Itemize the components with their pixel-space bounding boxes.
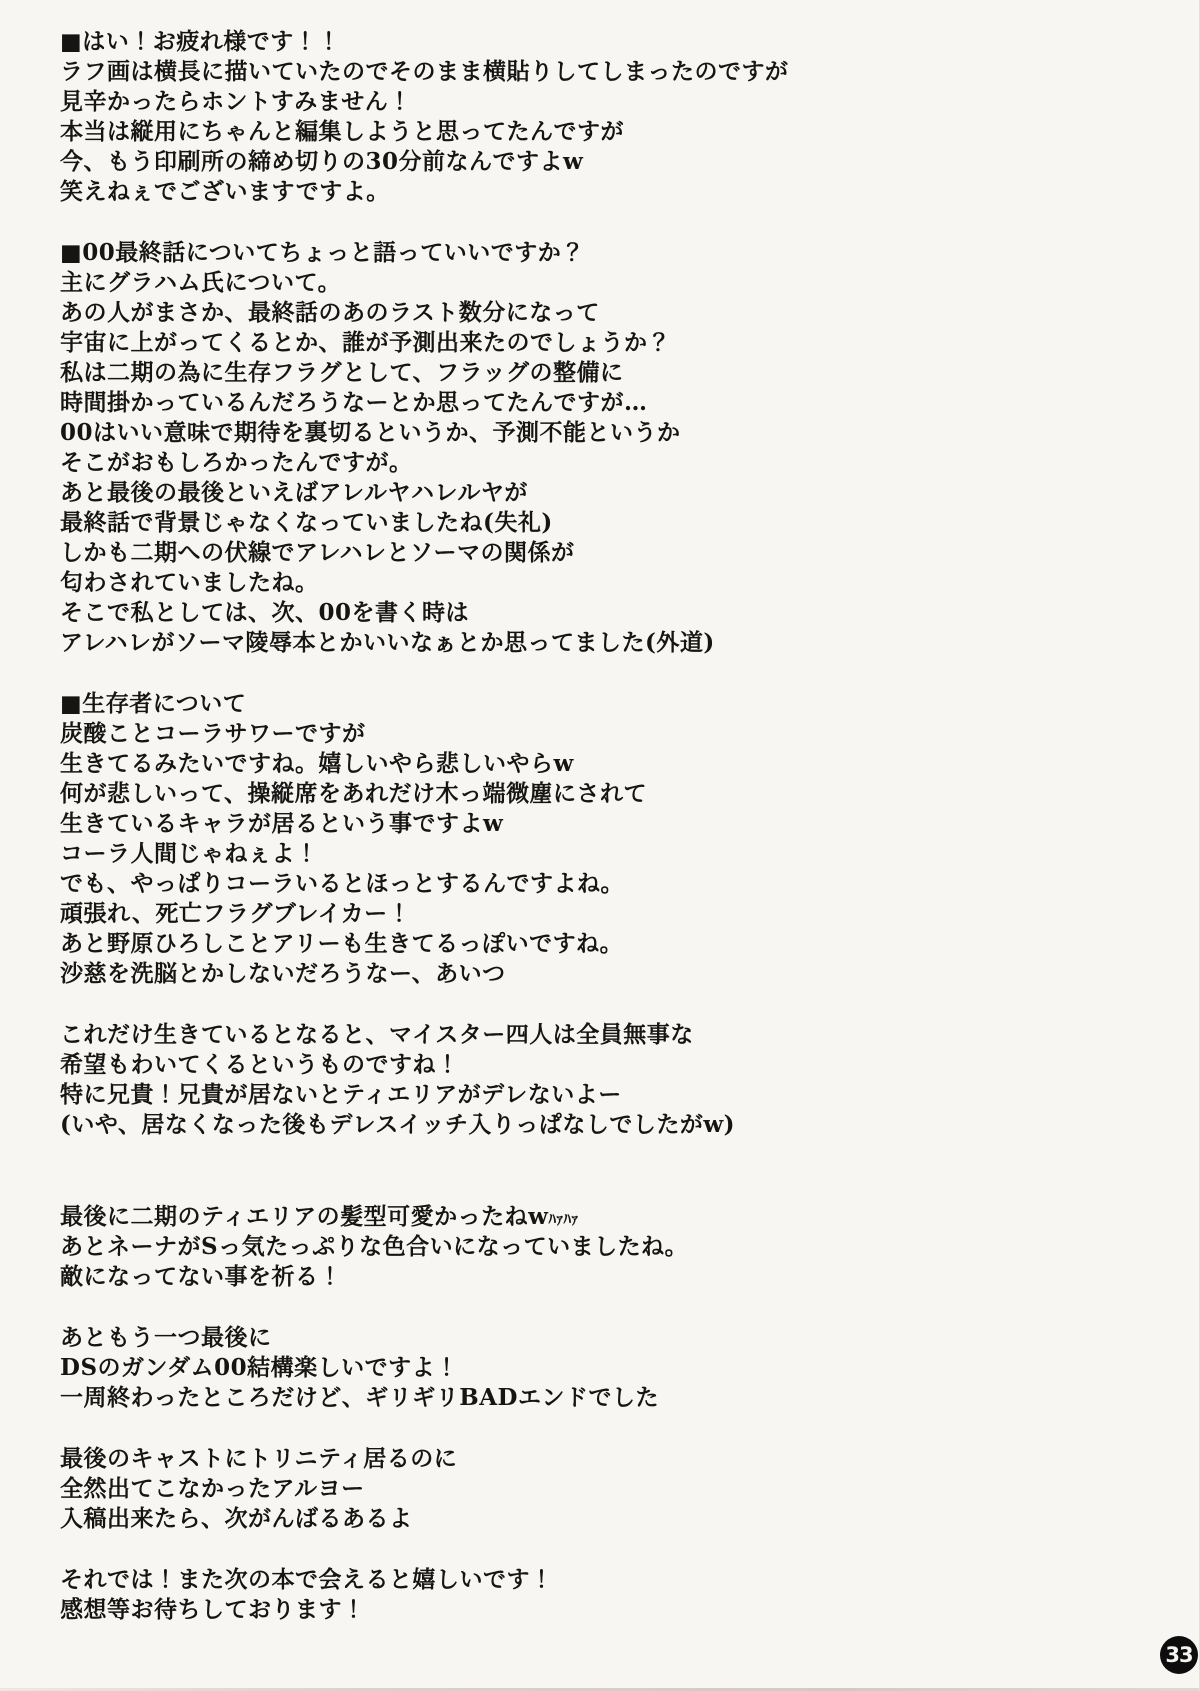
text-line: 感想等お待ちしております！ <box>60 1596 366 1623</box>
text-line: 笑えねぇでございますですよ。 <box>60 178 390 205</box>
text-line: アレハレがソーマ陵辱本とかいいなぁとか思ってました(外道) <box>60 629 715 656</box>
text-line: 沙慈を洗脳とかしないだろうなー、あいつ <box>60 960 506 987</box>
trinity-block <box>60 1444 1179 1534</box>
text-line: 炭酸ことコーラサワーですが <box>60 720 366 747</box>
page-number: 33 <box>1165 1643 1193 1667</box>
text-line: これだけ生きているとなると、マイスター四人は全員無事な <box>60 1021 694 1048</box>
text-line: 一周終わったところだけど、ギリギリBADエンドでした <box>60 1384 660 1411</box>
text-line: 見辛かったらホントすみません！ <box>60 88 412 115</box>
greeting-block <box>60 27 1179 207</box>
closing-block <box>60 1565 1179 1625</box>
small-text: ﾊｧﾊｧ <box>548 1210 579 1228</box>
text-line: そこで私としては、次、00を書く時は <box>60 599 470 626</box>
text-line: 本当は縦用にちゃんと編集しようと思ってたんですが <box>60 118 624 145</box>
text-line: コーラ人間じゃねぇよ！ <box>60 840 319 867</box>
text-line: でも、やっぱりコーラいるとほっとするんですよね。 <box>60 870 624 897</box>
line-text: 最後に二期のティエリアの髪型可愛かったねw <box>60 1203 549 1230</box>
text-line: 最後のキャストにトリニティ居るのに <box>60 1445 458 1472</box>
finale-thoughts-block <box>60 238 1179 658</box>
text-line: 私は二期の為に生存フラグとして、フラッグの整備に <box>60 359 624 386</box>
page-number-badge <box>1160 1636 1198 1674</box>
text-line: 生きているキャラが居るという事ですよw <box>60 810 504 837</box>
text-line: 宇宙に上がってくるとか、誰が予測出来たのでしょうか？ <box>60 329 671 356</box>
text-line: 匂わされていましたね。 <box>60 569 319 596</box>
text-line: 生きてるみたいですね。嬉しいやら悲しいやらw <box>60 750 574 777</box>
text-line: 敵になってない事を祈る！ <box>60 1263 342 1290</box>
text-line: あと野原ひろしことアリーも生きてるっぽいですね。 <box>60 930 624 957</box>
text-line: 入稿出来たら、次がんばるあるよ <box>60 1505 413 1532</box>
text-line: 希望もわいてくるというものですね！ <box>60 1051 460 1078</box>
text-line: 何が悲しいって、操縦席をあれだけ木っ端微塵にされて <box>60 780 648 807</box>
survivors-block <box>60 689 1179 989</box>
text-line: 時間掛かっているんだろうなーとか思ってたんですが… <box>60 389 648 416</box>
text-line: ■はい！お疲れ様です！！ <box>60 28 341 55</box>
text-line: それでは！また次の本で会えると嬉しいです！ <box>60 1566 554 1593</box>
text-line: ■生存者について <box>60 690 247 717</box>
text-line: 特に兄貴！兄貴が居ないとティエリアがデレないよー <box>60 1081 622 1108</box>
text-line: 主にグラハム氏について。 <box>60 269 342 296</box>
text-line: 全然出てこなかったアルヨー <box>60 1475 365 1502</box>
text-line: 最終話で背景じゃなくなっていましたね(失礼) <box>60 509 553 536</box>
text-line: あと最後の最後といえばアレルヤハレルヤが <box>60 479 528 506</box>
text-line: しかも二期への伏線でアレハレとソーマの関係が <box>60 539 575 566</box>
text-line: あとネーナがSっ気たっぷりな色合いになっていましたね。 <box>60 1233 689 1260</box>
season2-designs-block <box>60 1202 1179 1292</box>
text-line <box>60 1202 1179 1232</box>
text-line: 頑張れ、死亡フラグブレイカー！ <box>60 900 412 927</box>
text-line: あの人がまさか、最終話のあのラスト数分になって <box>60 299 600 326</box>
text-line: そこがおもしろかったんですが。 <box>60 449 413 476</box>
text-line: 00はいい意味で期待を裏切るというか、予測不能というか <box>60 419 681 446</box>
afterword-text <box>60 27 1179 1625</box>
text-line: (いや、居なくなった後もデレスイッチ入りっぱなしでしたがw) <box>60 1111 736 1138</box>
text-line: ■00最終話についてちょっと語っていいですか？ <box>60 239 585 266</box>
text-line: ラフ画は横長に描いていたのでそのまま横貼りしてしまったのですが <box>60 58 789 85</box>
meisters-hope-block <box>60 1020 1179 1140</box>
text-line: DSのガンダム00結構楽しいですよ！ <box>60 1354 459 1381</box>
text-line: あともう一つ最後に <box>60 1324 272 1351</box>
text-line: 今、もう印刷所の締め切りの30分前なんですよw <box>60 148 584 175</box>
ds-game-block <box>60 1323 1179 1413</box>
